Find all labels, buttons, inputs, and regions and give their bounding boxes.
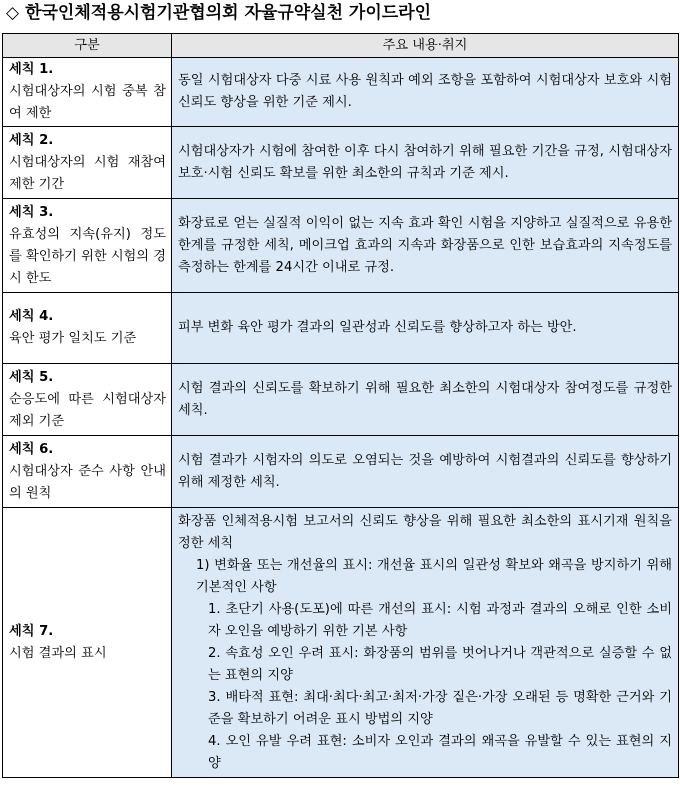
content-cell: 시험 결과가 시험자의 의도로 오염되는 것을 예방하여 시험결과의 신뢰도를 향상하기 위해 제정한 세칙. bbox=[172, 436, 679, 508]
content-cell: 시험 결과의 신뢰도를 확보하기 위해 필요한 최소한의 시험대상자 참여정도를 규정한 세칙. bbox=[172, 364, 679, 436]
content-sub-heading: 1) 변화율 또는 개선율의 표시: 개선율 표시의 일관성 확보와 왜곡을 방지하기 위해 기본적인 사항 bbox=[196, 557, 672, 595]
content-cell bbox=[172, 508, 679, 778]
content-intro: 화장품 인체적용시험 보고서의 신뢰도 향상을 위해 필요한 최소한의 표시기재 원칙을 정한 세칙 bbox=[178, 513, 672, 551]
rule-number: 세칙 6. bbox=[9, 441, 54, 457]
table-row bbox=[3, 508, 679, 778]
header-category: 구분 bbox=[3, 34, 172, 58]
table-row bbox=[3, 58, 679, 127]
content-cell: 피부 변화 육안 평가 결과의 일관성과 신뢰도를 향상하고자 하는 방안. bbox=[172, 293, 679, 364]
rule-title: 유효성의 지속(유지) 정도를 확인하기 위한 시험의 경시 한도 bbox=[9, 226, 166, 286]
rule-cell bbox=[3, 508, 172, 778]
rule-title: 시험 결과의 표시 bbox=[9, 645, 107, 661]
rule-cell bbox=[3, 436, 172, 508]
table-header-row bbox=[3, 34, 679, 58]
table-row bbox=[3, 364, 679, 436]
rule-number: 세칙 5. bbox=[9, 369, 54, 385]
guideline-table bbox=[2, 33, 679, 778]
rule-cell bbox=[3, 58, 172, 127]
rule-number: 세칙 4. bbox=[9, 309, 54, 324]
rule-cell bbox=[3, 199, 172, 293]
content-cell: 동일 시험대상자 다중 시료 사용 원칙과 예외 조항을 포함하여 시험대상자 보호와 시험 신뢰도 향상을 위한 기준 제시. bbox=[172, 58, 679, 127]
content-cell: 시험대상자가 시험에 참여한 이후 다시 참여하기 위해 필요한 기간을 규정, 시험대상자 보호·시험 신뢰도 확보를 위한 최소한의 규칙과 기준 제시. bbox=[172, 127, 679, 199]
title-text: 한국인체적용시험기관협의회 자율규약실천 가이드라인 bbox=[25, 3, 432, 23]
rule-title: 시험대상자 준수 사항 안내의 원칙 bbox=[9, 463, 166, 501]
table-row bbox=[3, 199, 679, 293]
table-row bbox=[3, 436, 679, 508]
rule-number: 세칙 1. bbox=[9, 62, 54, 77]
rule-title: 육안 평가 일치도 기준 bbox=[9, 331, 137, 346]
rule-cell bbox=[3, 127, 172, 199]
table-row bbox=[3, 293, 679, 364]
rule-number: 세칙 2. bbox=[9, 132, 54, 148]
rule-title: 순응도에 따른 시험대상자 제외 기준 bbox=[9, 391, 166, 429]
rule-title: 시험대상자의 시험 중복 참여 제한 bbox=[9, 84, 166, 121]
page-title bbox=[6, 2, 431, 28]
table-row bbox=[3, 127, 679, 199]
diamond-icon: ◇ bbox=[6, 3, 20, 23]
list-item: 2. 속효성 오인 우려 표시: 화장품의 범위를 벗어나거나 객관적으로 실증할 수 없는 표현의 지양 bbox=[208, 645, 672, 683]
rule-number: 세칙 3. bbox=[9, 204, 54, 220]
list-item: 4. 오인 유발 우려 표현: 소비자 오인과 결과의 왜곡을 유발할 수 있는 표현의 지양 bbox=[208, 733, 672, 771]
content-cell: 화장료로 얻는 실질적 이익이 없는 지속 효과 확인 시험을 지양하고 실질적으로 유용한 한계를 규정한 세칙, 메이크업 효과의 지속과 화장품으로 인한 보습효과의 지속정도를 측정하는 한계를 24시간 이내로 규정. bbox=[172, 199, 679, 293]
list-item: 3. 배타적 표현: 최대·최다·최고·최저·가장 짙은·가장 오래된 등 명확한 근거와 기준을 확보하기 어려운 표시 방법의 지양 bbox=[208, 689, 672, 727]
rule-cell bbox=[3, 364, 172, 436]
rule-number: 세칙 7. bbox=[9, 623, 54, 639]
list-item: 1. 초단기 사용(도포)에 따른 개선의 표시: 시험 과정과 결과의 오해로 인한 소비자 오인을 예방하기 위한 기본 사항 bbox=[208, 601, 672, 639]
header-content: 주요 내용·취지 bbox=[172, 34, 679, 58]
rule-cell bbox=[3, 293, 172, 364]
rule-title: 시험대상자의 시험 재참여 제한 기간 bbox=[9, 154, 166, 192]
